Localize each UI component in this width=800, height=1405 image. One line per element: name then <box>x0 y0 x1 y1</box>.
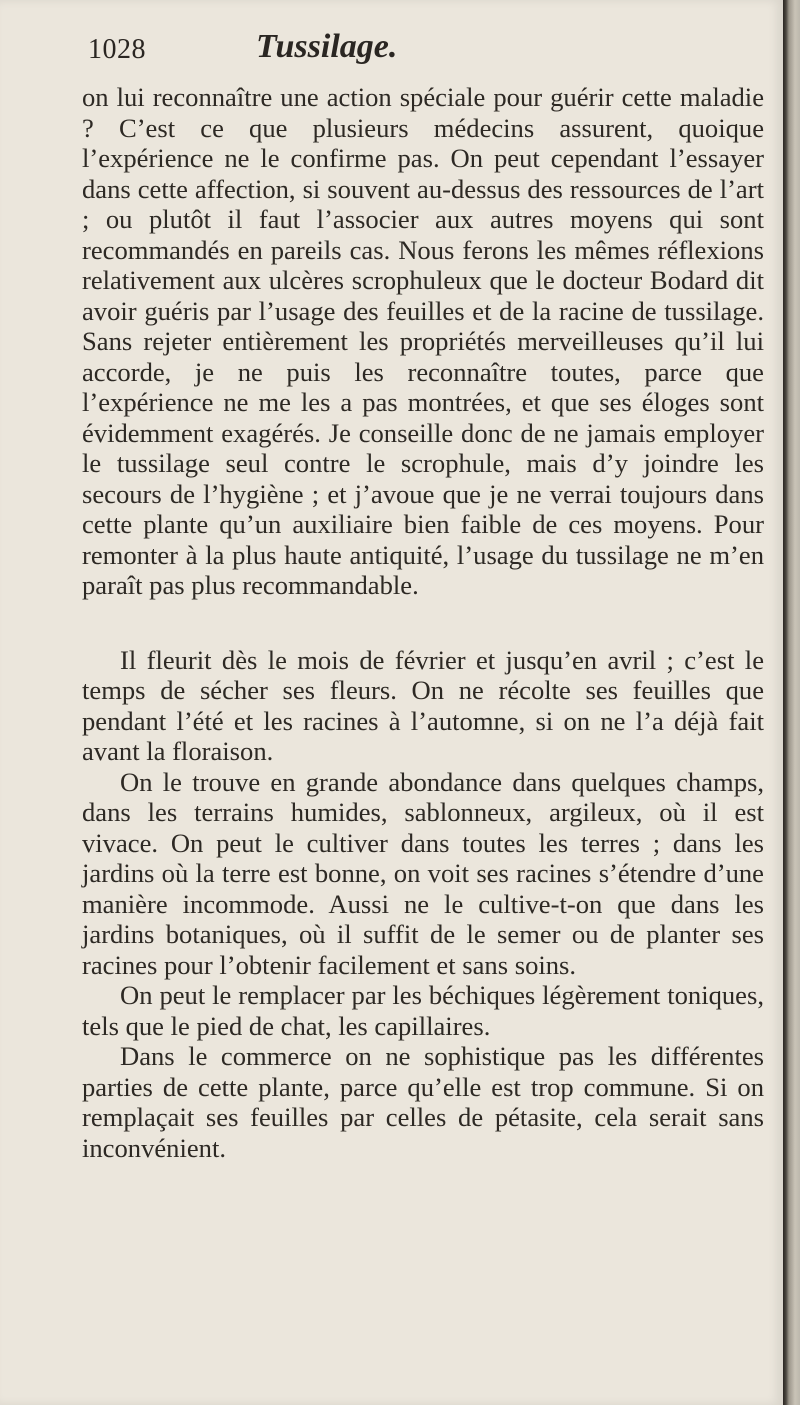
paragraph-flowering: Il fleurit dès le mois de février et jusqu’en avril ; c’est le temps de sécher ses fleurs. On ne récolte ses feuilles que pendant l’été et les racines à l’automne, si on ne l’a déjà fait avant la floraison. <box>82 644 764 766</box>
paragraph-substitutes: On peut le remplacer par les béchiques légèrement toniques, tels que le pied de chat, les capillaires. <box>82 980 764 1041</box>
paragraph-commerce: Dans le commerce on ne sophistique pas les différentes parties de cette plante, parce qu’elle est trop commune. Si on remplaçait ses feuilles par celles de pétasite, cela serait sans inconvénient. <box>82 1041 764 1163</box>
page-header <box>88 28 768 74</box>
book-spine-edge <box>783 0 800 1405</box>
body-text <box>82 82 764 1163</box>
paragraph-gap <box>82 601 764 645</box>
paragraph-continuation: on lui reconnaître une action spéciale pour guérir cette maladie ? C’est ce que plusieurs médecins assurent, quoique l’expérience ne le confirme pas. On peut cependant l’essayer dans cette affection, si souvent au-dessus des ressources de l’art ; ou plutôt il faut l’associer aux autres moyens qui sont recommandés en pareils cas. Nous ferons les mêmes réflexions relativement aux ulcères scrophuleux que le docteur Bodard dit avoir guéris par l’usage des feuilles et de la racine de tussilage. Sans rejeter entièrement les propriétés merveilleuses qu’il lui accorde, je ne puis les reconnaître toutes, parce que l’expérience ne me les a pas montrées, et que ses éloges sont évidemment exagérés. Je conseille donc de ne jamais employer le tussilage seul contre le scrophule, mais d’y joindre les secours de l’hygiène ; et j’avoue que je ne verrai toujours dans cette plante qu’un auxiliaire bien faible de ces moyens. Pour remonter à la plus haute antiquité, l’usage du tussilage ne m’en paraît pas plus recommandable. <box>82 82 764 600</box>
running-title: Tussilage. <box>256 28 398 65</box>
page-number: 1028 <box>88 34 146 65</box>
paragraph-habitat: On le trouve en grande abondance dans quelques champs, dans les terrains humides, sablonneux, argileux, où il est vivace. On peut le cultiver dans toutes les terres ; dans les jardins où la terre est bonne, on voit ses racines s’étendre d’une manière incommode. Aussi ne le cultive-t-on que dans les jardins botaniques, où il suffit de le semer ou de planter ses racines pour l’obtenir facilement et sans soins. <box>82 766 764 980</box>
